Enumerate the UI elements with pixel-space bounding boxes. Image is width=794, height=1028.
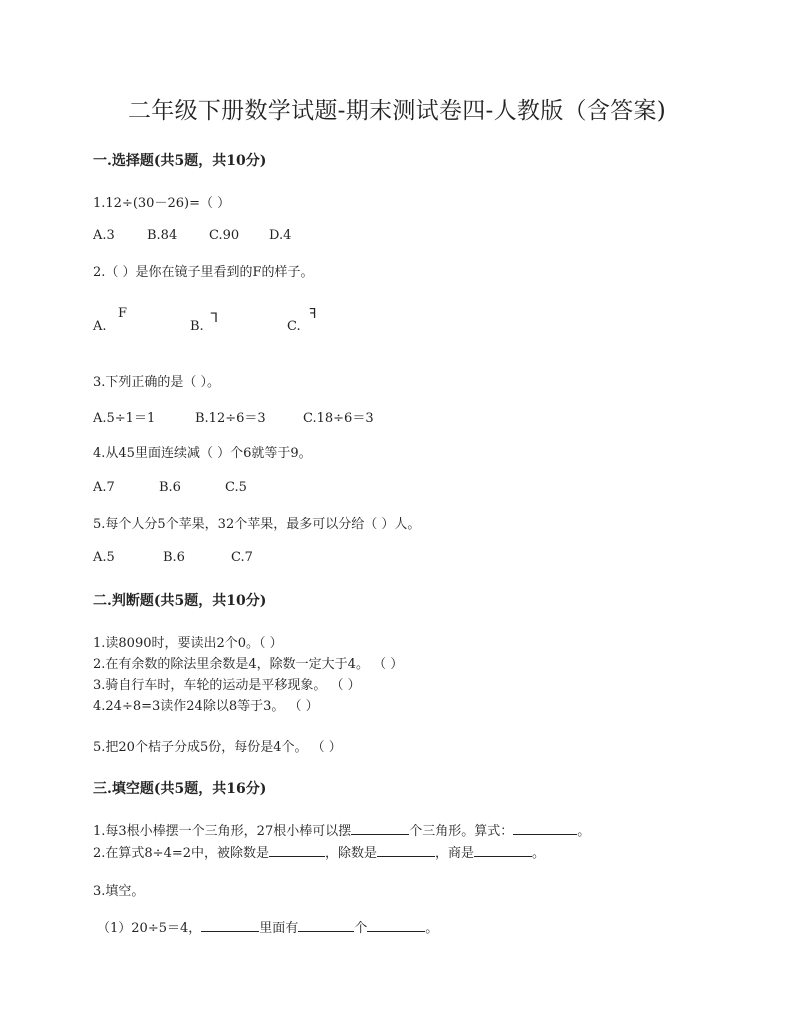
answer-blank[interactable] (298, 917, 354, 932)
option-c: C.18÷6＝3 (303, 411, 374, 426)
page-title: 二年级下册数学试题-期末测试卷四-人教版（含答案) (127, 98, 667, 124)
option-c: C.7 (231, 550, 253, 565)
option-b: B.84 (147, 228, 178, 243)
answer-blank[interactable] (377, 842, 435, 857)
options-choice-5 (93, 550, 253, 565)
option-c: C.90 (209, 228, 240, 243)
question-choice-3: 3.下列正确的是（ ）。 (93, 375, 221, 390)
glyph-f-rotated: ᒣ (210, 311, 218, 326)
glyph-f-mirrored: ꟻ (309, 307, 317, 322)
answer-blank[interactable] (367, 917, 425, 932)
option-a: A.7 (93, 480, 115, 495)
option-a: A. (93, 319, 107, 334)
option-c: C. (287, 319, 301, 334)
options-choice-4 (93, 480, 247, 495)
option-b: B.6 (159, 480, 181, 495)
glyph-f-normal: F (118, 306, 128, 321)
question-judge-4: 4.24÷8=3读作24除以8等于3。 （ ） (93, 699, 319, 714)
options-choice-3 (93, 407, 374, 426)
answer-blank[interactable] (474, 842, 532, 857)
question-choice-2: 2.（ ）是你在镜子里看到的F的样子。 (93, 265, 314, 280)
question-fill-2: 2.在算式8÷4=2中，被除数是 ，除数是 ，商是 。 (93, 842, 545, 861)
answer-blank[interactable] (513, 820, 577, 835)
question-choice-5: 5.每个人分5个苹果，32个苹果，最多可以分给（ ）人。 (93, 517, 421, 532)
section-heading-fill: 三.填空题(共5题，共16分) (93, 781, 267, 797)
question-judge-1: 1.读8090时，要读出2个0。（ ） (93, 636, 283, 651)
section-heading-choice: 一.选择题(共5题，共10分) (93, 153, 267, 169)
question-fill-3-1: （1）20÷5＝4， 里面有 个 。 (97, 917, 438, 936)
option-c: C.5 (225, 480, 247, 495)
option-a: A.3 (93, 228, 115, 243)
question-choice-4: 4.从45里面连续减（ ）个6就等于9。 (93, 446, 312, 461)
option-a: A.5÷1＝1 (93, 411, 156, 426)
option-b: B. (190, 319, 204, 334)
question-judge-3: 3.骑自行车时，车轮的运动是平移现象。 （ ） (93, 678, 361, 693)
answer-blank[interactable] (269, 842, 325, 857)
option-b: B.6 (163, 550, 185, 565)
question-fill-1: 1.每3根小棒摆一个三角形，27根小棒可以摆 个三角形。算式： 。 (93, 820, 590, 839)
options-choice-1 (93, 228, 291, 243)
option-d: D.4 (269, 228, 292, 243)
question-choice-1: 1.12÷(30－26)=（ ） (93, 196, 231, 211)
option-b: B.12÷6＝3 (195, 411, 266, 426)
question-judge-2: 2.在有余数的除法里余数是4，除数一定大于4。 （ ） (93, 657, 404, 672)
option-a: A.5 (93, 550, 115, 565)
answer-blank[interactable] (201, 917, 259, 932)
question-judge-5: 5.把20个桔子分成5份，每份是4个。 （ ） (93, 740, 342, 755)
section-heading-judge: 二.判断题(共5题，共10分) (93, 593, 267, 609)
question-fill-3: 3.填空。 (93, 884, 145, 899)
answer-blank[interactable] (351, 820, 409, 835)
